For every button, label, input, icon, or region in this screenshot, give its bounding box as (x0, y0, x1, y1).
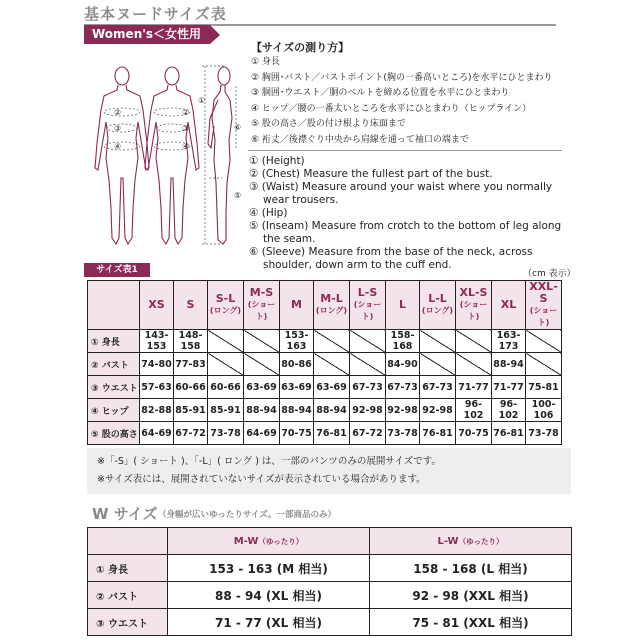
size-cell: 73-78 (526, 422, 562, 445)
size-code: XXL-S (529, 280, 558, 305)
size-cell: 96-102 (492, 399, 526, 422)
measure-item-jp: ② 胸囲･バスト／バストポイント(胸の一番高いところ)を水平にひとまわり (251, 72, 553, 83)
side-body-figure (208, 67, 232, 244)
size-cell: 77-83 (174, 353, 208, 376)
measure-list-jp (251, 55, 552, 148)
w-column-header (168, 528, 370, 555)
size-cell: 67-73 (350, 376, 386, 399)
size-cell: 74-80 (140, 353, 174, 376)
measure-item-en: ③ (Waist) Measure around your waist where you normally wear trousers. (249, 181, 553, 206)
back-body-figure (145, 67, 199, 244)
size-code: L (398, 298, 406, 311)
size-cell: 64-69 (140, 422, 174, 445)
figure-label-waist: ③ (114, 124, 122, 133)
size-cell: 71-77 (492, 376, 526, 399)
size-code: L-L (428, 292, 447, 305)
measure-item-jp: ① 身長 (251, 57, 280, 67)
measure-item-en: ⑤ (Inseam) Measure from crotch to the bottom of leg along the seam. (249, 220, 562, 245)
size-cell: 85-91 (208, 399, 244, 422)
size-cell: 63-69 (280, 376, 314, 399)
size-code: M (291, 298, 302, 311)
size-cell: 76-81 (492, 422, 526, 445)
w-size-heading: W サイズ (92, 505, 158, 523)
size-cell: 64-69 (244, 422, 280, 445)
measure-list-en (249, 155, 569, 272)
empty-cell (456, 330, 492, 353)
size-column-header (140, 281, 174, 330)
w-size-code: L-W (437, 535, 459, 547)
empty-cell (244, 330, 280, 353)
row-label: ③ ウエスト (88, 376, 140, 399)
size-subtype: (ショート) (529, 306, 558, 327)
row-label: ① 身長 (88, 555, 168, 582)
size-code: L-S (357, 286, 378, 299)
size-code: XL-S (459, 286, 488, 299)
size-cell: 100-106 (526, 399, 562, 422)
size-subtype: (ロング) (421, 306, 454, 315)
size-table (87, 280, 562, 445)
measure-item-jp: ⑤ 股の高さ／股の付け根より床面まで (251, 119, 406, 129)
size-cell: 88-94 (244, 399, 280, 422)
size-code: XS (148, 298, 165, 311)
size-cell: 88-94 (492, 353, 526, 376)
size-cell: 85-91 (174, 399, 208, 422)
table-row (88, 609, 572, 636)
size-column-header (174, 281, 208, 330)
row-label: ② バスト (88, 582, 168, 609)
w-size-table (87, 527, 572, 636)
size-cell: 67-73 (420, 376, 456, 399)
table-row (88, 399, 562, 422)
empty-cell (314, 330, 350, 353)
empty-cell (314, 353, 350, 376)
w-size-subtitle: （身幅が広いゆったりサイズ。一部商品のみ） (158, 510, 336, 520)
w-size-cell: 158 - 168 (L 相当) (370, 555, 572, 582)
w-table-header-row (88, 528, 572, 555)
notes-box (87, 448, 571, 494)
figure-label-height: ① (198, 96, 206, 105)
empty-cell (526, 353, 562, 376)
figure-label-hip: ④ (114, 142, 122, 151)
measure-item-en: ① (Height) (249, 155, 305, 167)
size-cell: 63-69 (314, 376, 350, 399)
size-column-header (420, 281, 456, 330)
empty-cell (244, 353, 280, 376)
empty-cell (350, 353, 386, 376)
size-column-header (244, 281, 280, 330)
size-cell: 63-69 (244, 376, 280, 399)
w-size-cell: 71 - 77 (XL 相当) (168, 609, 370, 636)
size-cell: 158-168 (386, 330, 420, 353)
row-label: ④ ヒップ (88, 399, 140, 422)
figure-label-bust-back: ② (182, 108, 190, 117)
size-cell: 70-75 (280, 422, 314, 445)
measure-heading: 【サイズの測り方】 (251, 41, 350, 54)
page-title: 基本ヌードサイズ表 (84, 5, 227, 23)
w-size-cell: 153 - 163 (M 相当) (168, 555, 370, 582)
w-size-code: M-W (233, 535, 259, 547)
size-cell: 143-153 (140, 330, 174, 353)
header-corner (88, 528, 168, 555)
size-cell: 92-98 (350, 399, 386, 422)
table-row (88, 422, 562, 445)
w-size-subtype: （ゆったり） (458, 536, 504, 546)
row-label: ⑤ 股の高さ (88, 422, 140, 445)
w-size-cell: 88 - 94 (XL 相当) (168, 582, 370, 609)
row-label: ① 身長 (88, 330, 140, 353)
size-cell: 60-66 (208, 376, 244, 399)
size-cell: 73-78 (386, 422, 420, 445)
measure-item-jp: ⑥ 裄丈／後襟ぐり中央から肩線を通って袖口の端まで (251, 134, 469, 145)
womens-banner: Women's＜女性用＞ (84, 25, 210, 44)
empty-cell (350, 330, 386, 353)
table-row (88, 555, 572, 582)
size-cell: 96-102 (456, 399, 492, 422)
measure-item-jp: ③ 胴囲･ウエスト／胴のベルトを締める位置を水平にひとまわり (251, 88, 510, 98)
size-subtype: (ロング) (209, 306, 242, 315)
size-cell: 82-88 (140, 399, 174, 422)
size-cell: 163-173 (492, 330, 526, 353)
figure-label-sleeve: ⑥ (234, 123, 242, 132)
size-cell: 73-78 (208, 422, 244, 445)
size-column-header (492, 281, 526, 330)
size-subtype: (ショート) (459, 300, 488, 321)
empty-cell (456, 353, 492, 376)
size-cell: 76-81 (314, 422, 350, 445)
size-subtype: (ショート) (247, 300, 276, 321)
size-cell: 70-75 (456, 422, 492, 445)
size-cell: 92-98 (386, 399, 420, 422)
size-subtype: (ロング) (315, 306, 348, 315)
w-column-header (370, 528, 572, 555)
empty-cell (208, 353, 244, 376)
measure-divider (248, 150, 562, 151)
size-column-header (526, 281, 562, 330)
table-row (88, 582, 572, 609)
size-cell: 76-81 (420, 422, 456, 445)
w-size-cell: 75 - 81 (XXL 相当) (370, 609, 572, 636)
size-table-header-row (88, 281, 562, 330)
size-cell: 67-72 (350, 422, 386, 445)
table-row (88, 330, 562, 353)
figure-label-hip-back: ④ (182, 142, 190, 151)
figure-label-inseam: ⑤ (234, 191, 242, 200)
size-subtype: (ショート) (353, 300, 382, 321)
note-line: ※サイズ表には、展開されていないサイズが表示されている場合があります。 (97, 474, 426, 485)
measure-item-en: ⑥ (Sleeve) Measure from the base of the neck, across shoulder, down arm to the cuff end. (249, 246, 533, 271)
size-cell: 57-63 (140, 376, 174, 399)
unit-note: （cm 表示） (523, 269, 576, 279)
front-body-figure (95, 67, 149, 244)
size-cell: 88-94 (314, 399, 350, 422)
size-cell: 148-158 (174, 330, 208, 353)
note-line: ※「-S」( ショート )、「-L」( ロング ) は、一部のパンツのみの展開サイズです。 (97, 456, 441, 467)
size-code: M-S (249, 286, 274, 299)
empty-cell (208, 330, 244, 353)
size-code: S (186, 298, 195, 311)
size-column-header (280, 281, 314, 330)
empty-cell (420, 353, 456, 376)
figure-label-waist-back: ③ (182, 124, 190, 133)
size-code: S-L (215, 292, 236, 305)
empty-cell (526, 330, 562, 353)
measure-item-en: ④ (Hip) (249, 207, 288, 219)
measure-item-jp: ④ ヒップ／腰の一番太いところを水平にひとまわり（ヒップライン） (251, 103, 532, 114)
size-cell: 80-86 (280, 353, 314, 376)
empty-cell (420, 330, 456, 353)
size-cell: 67-73 (386, 376, 420, 399)
size-table-badge: サイズ表1 (84, 263, 150, 277)
size-cell: 75-81 (526, 376, 562, 399)
size-code: M-L (320, 292, 343, 305)
table-row (88, 376, 562, 399)
size-column-header (456, 281, 492, 330)
size-cell: 60-66 (174, 376, 208, 399)
size-column-header (314, 281, 350, 330)
size-cell: 67-72 (174, 422, 208, 445)
table-row (88, 353, 562, 376)
size-cell: 84-90 (386, 353, 420, 376)
figure-label-bust: ② (114, 108, 122, 117)
size-code: XL (500, 298, 517, 311)
size-cell: 71-77 (456, 376, 492, 399)
body-figure-illustration (84, 48, 250, 260)
size-cell: 153-163 (280, 330, 314, 353)
row-label: ② バスト (88, 353, 140, 376)
w-size-subtype: （ゆったり） (258, 536, 304, 546)
size-column-header (386, 281, 420, 330)
row-label: ③ ウエスト (88, 609, 168, 636)
size-column-header (208, 281, 244, 330)
measure-item-en: ② (Chest) Measure the fullest part of the bust. (249, 168, 493, 180)
size-column-header (350, 281, 386, 330)
header-corner (88, 281, 140, 330)
size-cell: 92-98 (420, 399, 456, 422)
w-size-cell: 92 - 98 (XXL 相当) (370, 582, 572, 609)
size-cell: 88-94 (280, 399, 314, 422)
